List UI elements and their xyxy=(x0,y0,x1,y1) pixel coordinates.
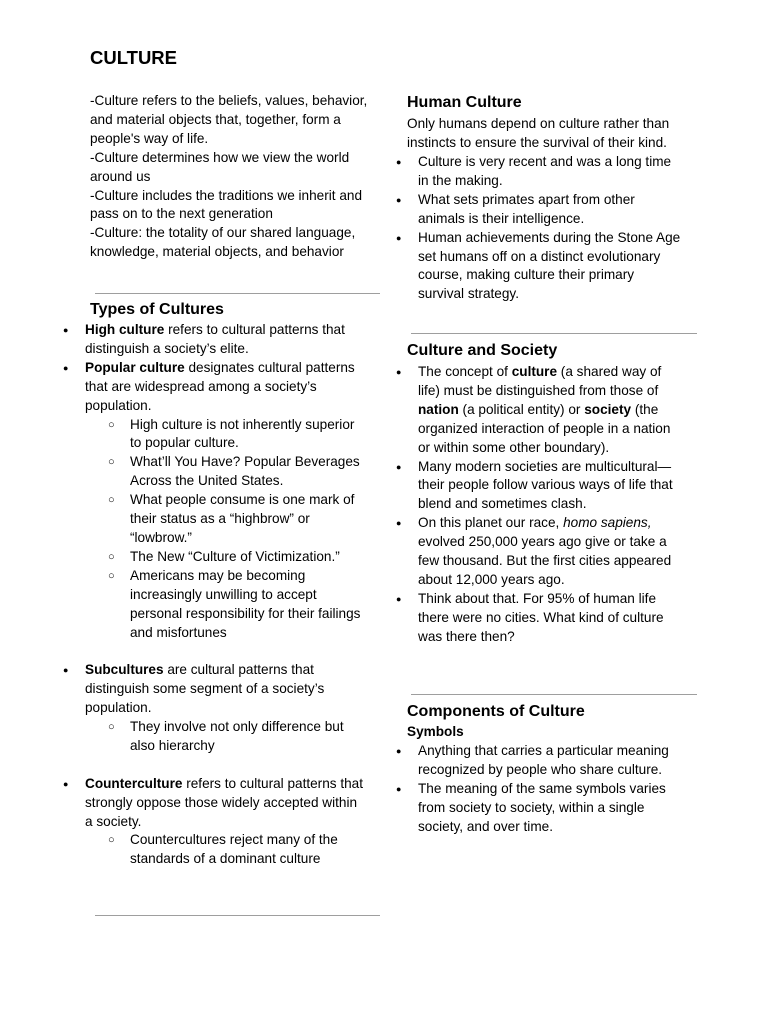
list-item: ● Think about that. For 95% of human life there were no cities. What kind of culture was there then? xyxy=(418,590,683,647)
types-heading: Types of Cultures xyxy=(90,301,224,318)
divider xyxy=(95,293,380,294)
list-item: ● Many modern societies are multicultural—their people follow various ways of life that blend and sometimes clash. xyxy=(418,458,683,515)
list-item: ● Culture is very recent and was a long time in the making. xyxy=(418,153,683,191)
text-run: The concept of xyxy=(418,364,512,379)
term-nation: nation xyxy=(418,401,459,417)
intro-line: -Culture refers to the beliefs, values, behavior, and material objects that, together, form a people's way of life. xyxy=(90,93,368,146)
list-item: ● Anything that carries a particular meaning recognized by people who share culture. xyxy=(418,742,683,780)
list-item-popular-culture xyxy=(85,359,365,643)
term-homo-sapiens: homo sapiens, xyxy=(563,515,652,531)
text-run: (a shared way of life) must be distinguished from those of xyxy=(418,364,662,398)
human-culture-intro: Only humans depend on culture rather than instincts to ensure the survival of their kind. xyxy=(407,116,670,150)
definition-text: are cultural patterns that distinguish some segment of a society’s population. xyxy=(85,662,325,716)
human-culture-heading: Human Culture xyxy=(407,94,522,111)
culture-society-list xyxy=(418,363,683,647)
text-run: (the organized interaction of people in a nation or within some other boundary). xyxy=(418,401,671,455)
sub-list-item: ○ What people consume is one mark of their status as a “highbrow” or “lowbrow.” xyxy=(130,491,365,548)
sub-list-item: ○ They involve not only difference but also hierarchy xyxy=(130,718,365,756)
definition-text: designates cultural patterns that are widespread among a society’s population. xyxy=(85,359,355,413)
intro-line: -Culture determines how we view the world around us xyxy=(90,149,350,184)
types-list xyxy=(85,321,365,642)
list-item-high-culture xyxy=(85,321,365,359)
term-subcultures: Subcultures xyxy=(85,662,164,678)
definition-text: refers to cultural patterns that distinguish a society’s elite. xyxy=(85,322,345,356)
list-item: ● The meaning of the same symbols varies from society to society, within a single society, and over time. xyxy=(418,780,683,837)
text-run: On this planet our race, xyxy=(418,515,564,531)
subcultures-sub-list xyxy=(130,718,365,756)
components-list xyxy=(418,742,683,837)
sub-list-item: ○ Countercultures reject many of the standards of a dominant culture xyxy=(130,831,365,869)
term-culture: culture xyxy=(511,364,558,379)
human-culture-list xyxy=(418,153,683,304)
page-title: CULTURE xyxy=(90,47,178,68)
divider xyxy=(95,915,380,916)
divider xyxy=(411,694,697,695)
society-list-block xyxy=(418,363,683,647)
sub-list-item: ○ Americans may be becoming increasingly unwilling to accept personal responsibility for their failings and misfortunes xyxy=(130,567,365,643)
definition-text: refers to cultural patterns that strongly oppose those widely accepted within a society. xyxy=(85,775,364,829)
term-counterculture: Counterculture xyxy=(85,775,183,791)
intro-line: -Culture: the totality of our shared language, knowledge, material objects, and behavior xyxy=(90,225,356,260)
popular-sub-list xyxy=(130,416,365,643)
sub-list-item: ○ The New “Culture of Victimization.” xyxy=(130,548,365,567)
list-item-counterculture xyxy=(85,775,365,870)
components-list-block xyxy=(418,742,683,837)
components-heading: Components of Culture xyxy=(407,703,585,720)
intro-block xyxy=(90,92,368,262)
sub-list-item: ○ What’ll You Have? Popular Beverages Across the United States. xyxy=(130,453,365,491)
term-high-culture: High culture xyxy=(85,322,165,337)
types-list-block xyxy=(85,321,365,869)
list-item xyxy=(418,514,683,590)
human-list-block xyxy=(418,153,683,304)
intro-line: -Culture includes the traditions we inherit and pass on to the next generation xyxy=(90,187,363,222)
divider xyxy=(411,333,697,334)
counterculture-sub-list xyxy=(130,831,365,869)
text-run: evolved 250,000 years ago give or take a few thousand. But the first cities appeared about 12,000 years ago. xyxy=(418,534,672,587)
list-item xyxy=(418,363,683,458)
term-popular-culture: Popular culture xyxy=(85,359,185,375)
text-run: (a political entity) or xyxy=(458,401,585,417)
list-item-subcultures xyxy=(85,661,365,756)
list-item: ● Human achievements during the Stone Age set humans off on a distinct evolutionary course, making culture their primary survival strategy. xyxy=(418,229,683,305)
types-list xyxy=(85,775,365,870)
types-list xyxy=(85,661,365,756)
sub-list-item: ○ High culture is not inherently superior to popular culture. xyxy=(130,416,365,454)
list-item: ● What sets primates apart from other animals is their intelligence. xyxy=(418,191,683,229)
symbols-subheading: Symbols xyxy=(407,724,464,739)
culture-society-heading: Culture and Society xyxy=(407,342,558,359)
term-society: society xyxy=(584,401,632,417)
